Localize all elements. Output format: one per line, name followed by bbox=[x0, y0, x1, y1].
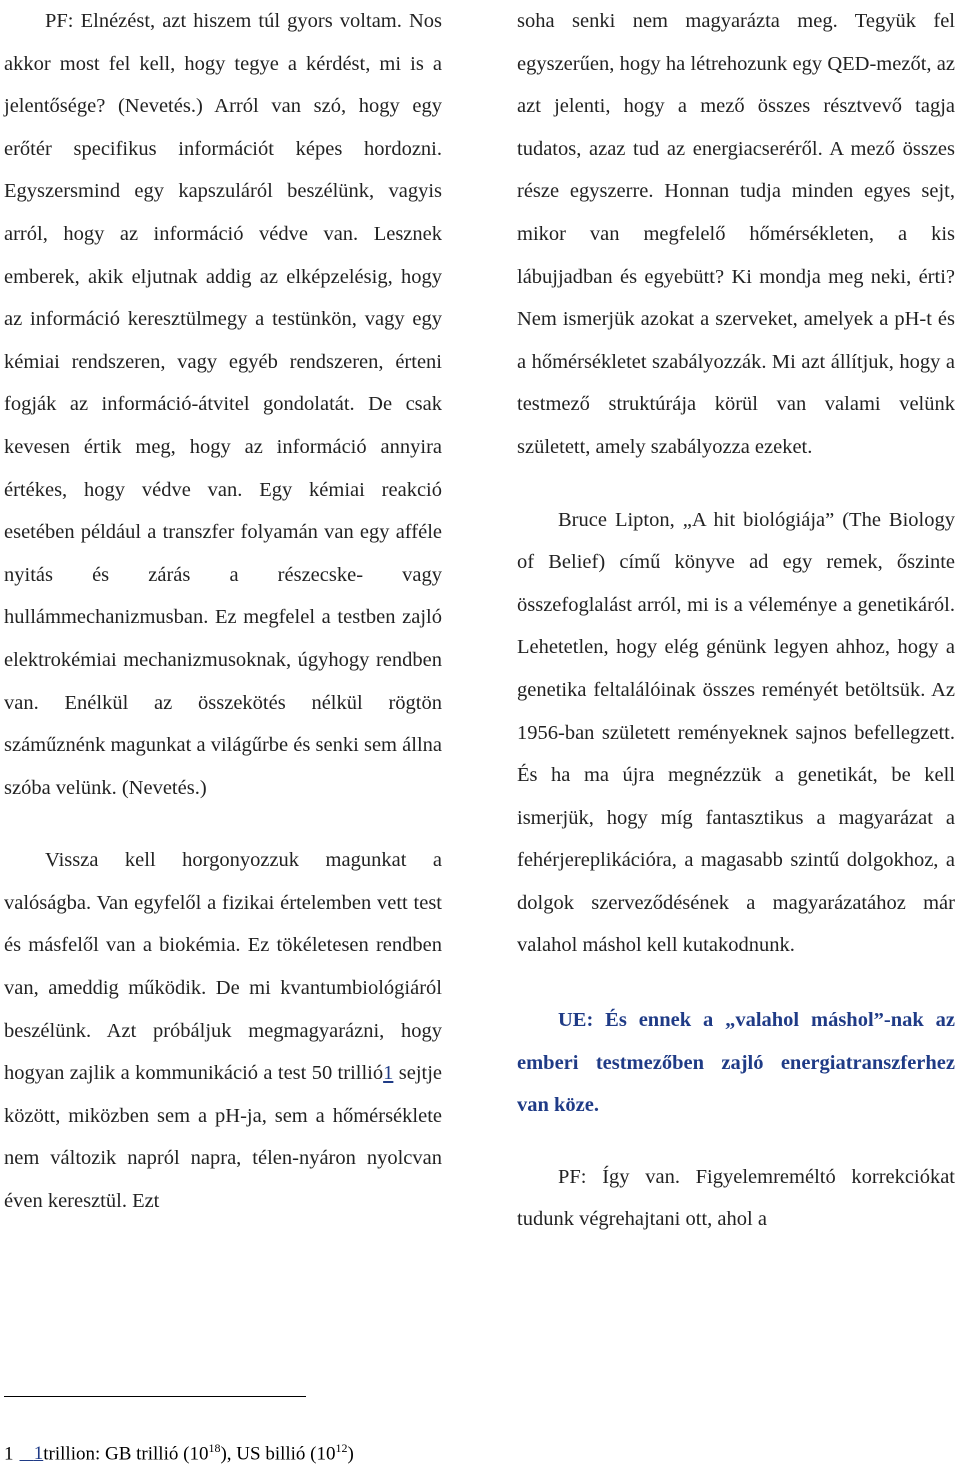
footnote-separator bbox=[4, 1396, 306, 1397]
footnote-exponent: 18 bbox=[208, 1441, 221, 1455]
footnote-reference-link[interactable]: 1 bbox=[383, 1062, 394, 1085]
footnote-text: trillion: GB trillió (10 bbox=[43, 1443, 209, 1465]
paragraph-anchor-reality bbox=[4, 839, 442, 1222]
paragraph-ue-question: UE: És ennek a „valahol máshol”-nak az emberi testmezőben zajló energiatranszferhez van köze. bbox=[517, 1009, 955, 1117]
right-column bbox=[517, 0, 955, 1241]
footnote-text: ), US billió (10 bbox=[220, 1443, 336, 1465]
paragraph-pf-reply: PF: Elnézést, azt hiszem túl gyors voltam. Nos akkor most fel kell, hogy tegye a kérdést, mi is a jelentősége? (Nevetés.) Arról van szó, hogy egy erőtér specifikus információt képes hordozni. Egyszersmind egy kapszuláról beszélünk, vagyis arról, hogy az információ védve van. Lesznek emberek, akik eljutnak addig az elképzelésig, hogy az információ keresztülmegy a testünkön, vagy egy kémiai rendszeren, vagy egyéb rendszeren, érteni fogják az információ-átvitel gondolatát. De csak kevesen értik meg, hogy az információ annyira értékes, hogy védve van. Egy kémiai reakció esetében például a transzfer folyamán van egy afféle nyitás és zárás a részecske- vagy hullámmechanizmusban. Ez megfelel a testben zajló elektrokémiai mechanizmusoknak, úgyhogy rendben van. Enélkül az összekötés nélkül rögtön száműznénk magunkat a világűrbe és senki sem állna szóba velünk. (Nevetés.) bbox=[4, 10, 442, 799]
footnote-backlink[interactable] bbox=[14, 1443, 44, 1464]
paragraph-continuation: soha senki nem magyarázta meg. Tegyük fel egyszerűen, hogy ha létrehozunk egy QED-mezőt, az azt jelenti, hogy a mező összes résztvevő tagja tudatos, azaz tud az energiacseréről. A mező összes része egyszerre. Honnan tudja minden egyes sejt, mikor van megfelelő hőmérsékleten, a kis lábujjadban és egyebütt? Ki mondja meg neki, érti? Nem ismerjük azokat a szerveket, amelyek a pH-t és a hőmérsékletet szabályozzák. Mi azt állítjuk, hogy a testmező struktúrája körül van valami velünk született, amely szabályozza ezeket. bbox=[517, 10, 955, 458]
footnote bbox=[4, 1436, 354, 1466]
left-column bbox=[4, 0, 442, 1223]
footnote-number: 1 bbox=[4, 1443, 14, 1465]
paragraph-pf-answer: PF: Így van. Figyelemreméltó korrekciókat tudunk végrehajtani ott, ahol a bbox=[517, 1165, 955, 1231]
footnote-backlink-label: 1 bbox=[33, 1443, 44, 1465]
paragraph-bruce-lipton: Bruce Lipton, „A hit biológiája” (The Biology of Belief) című könyve ad egy remek, őszinte összefoglalást arról, mi is a véleménye a genetikáról. Lehetetlen, hogy elég génünk legyen ahhoz, hogy a genetika feltalálóinak összes reményét betöltsük. Az 1956-ban született reményeknek sajnos befellegzett. És ha ma újra megnézzük a genetikát, be kell ismerjük, hogy míg fantasztikus a magyarázat a fehérjereplikációra, a magasabb szintű dolgokhoz, a dolgok szerveződésének a magyarázatához már valahol máshol kell kutakodnunk. bbox=[517, 508, 955, 957]
paragraph-text-part: Vissza kell horgonyozzuk magunkat a valóságba. Van egyfelől a fizikai értelemben vett test és másfelől van a biokémia. Ez tökéletesen rendben van, ameddig működik. De mi kvantumbiológiáról beszélünk. Azt próbáljuk megmagyarázni, hogy hogyan zajlik a kommunikáció a test 50 trillió bbox=[4, 849, 442, 1085]
footnote-text: ) bbox=[347, 1443, 354, 1465]
paragraph-text-part: sejtje között, miközben sem a pH-ja, sem a hőmérséklete nem változik napról napra, télen-nyáron nyolcvan éven keresztül. Ezt bbox=[4, 1062, 442, 1213]
footnote-exponent: 12 bbox=[335, 1441, 348, 1455]
